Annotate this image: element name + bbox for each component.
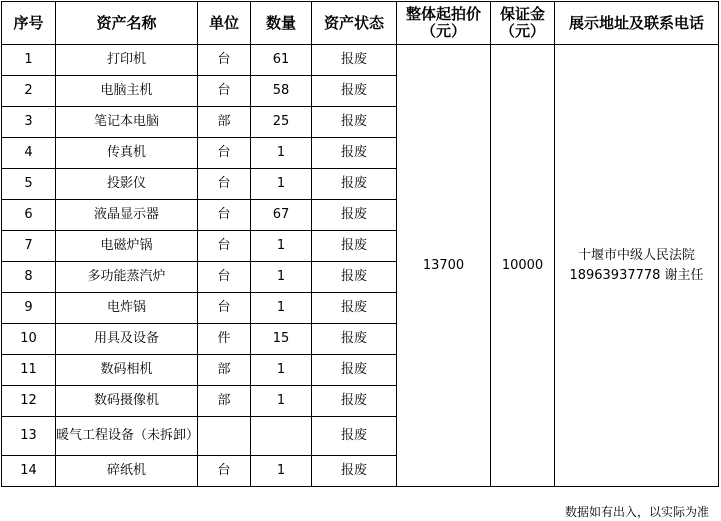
row-name: 传真机: [56, 138, 198, 169]
row-name: 笔记本电脑: [56, 107, 198, 138]
row-unit: 台: [198, 293, 251, 324]
row-index: 14: [2, 456, 56, 487]
row-status: 报废: [312, 386, 397, 417]
header-index: 序号: [2, 2, 56, 45]
row-name: 投影仪: [56, 169, 198, 200]
row-quantity: 1: [251, 262, 312, 293]
row-quantity: 1: [251, 456, 312, 487]
header-row: [2, 2, 719, 45]
row-status: 报废: [312, 138, 397, 169]
row-unit: [198, 417, 251, 456]
row-quantity: 15: [251, 324, 312, 355]
row-status: 报废: [312, 169, 397, 200]
row-status: 报废: [312, 262, 397, 293]
row-status: 报废: [312, 231, 397, 262]
header-unit: 单位: [198, 2, 251, 45]
row-name: 暖气工程设备（未拆卸）: [56, 417, 198, 456]
table-row: [2, 45, 719, 76]
deposit-cell: 10000: [491, 45, 555, 487]
header-contact: 展示地址及联系电话: [555, 2, 719, 45]
row-index: 1: [2, 45, 56, 76]
row-index: 2: [2, 76, 56, 107]
row-name: 用具及设备: [56, 324, 198, 355]
row-unit: 台: [198, 169, 251, 200]
row-status: 报废: [312, 417, 397, 456]
row-index: 3: [2, 107, 56, 138]
row-unit: 台: [198, 456, 251, 487]
row-name: 电脑主机: [56, 76, 198, 107]
row-status: 报废: [312, 45, 397, 76]
start-price-cell: 13700: [397, 45, 491, 487]
row-unit: 台: [198, 45, 251, 76]
row-unit: 部: [198, 386, 251, 417]
row-unit: 台: [198, 262, 251, 293]
row-status: 报废: [312, 293, 397, 324]
row-quantity: [251, 417, 312, 456]
header-status: 资产状态: [312, 2, 397, 45]
row-name: 液晶显示器: [56, 200, 198, 231]
row-index: 10: [2, 324, 56, 355]
row-index: 6: [2, 200, 56, 231]
row-quantity: 67: [251, 200, 312, 231]
row-name: 数码相机: [56, 355, 198, 386]
row-quantity: 25: [251, 107, 312, 138]
row-index: 4: [2, 138, 56, 169]
row-index: 7: [2, 231, 56, 262]
row-index: 13: [2, 417, 56, 456]
contact-phone: 18963937778 谢主任: [569, 267, 704, 283]
row-unit: 台: [198, 138, 251, 169]
row-index: 8: [2, 262, 56, 293]
footnote: 数据如有出入，以实际为准: [564, 505, 709, 519]
row-name: 电炸锅: [56, 293, 198, 324]
row-index: 9: [2, 293, 56, 324]
row-status: 报废: [312, 324, 397, 355]
row-quantity: 1: [251, 293, 312, 324]
row-unit: 件: [198, 324, 251, 355]
row-status: 报废: [312, 200, 397, 231]
row-name: 多功能蒸汽炉: [56, 262, 198, 293]
row-unit: 部: [198, 355, 251, 386]
row-status: 报废: [312, 107, 397, 138]
row-name: 打印机: [56, 45, 198, 76]
row-name: 数码摄像机: [56, 386, 198, 417]
row-index: 11: [2, 355, 56, 386]
row-status: 报废: [312, 355, 397, 386]
row-quantity: 58: [251, 76, 312, 107]
row-unit: 部: [198, 107, 251, 138]
contact-cell: [555, 45, 719, 487]
header-start-price: 整体起拍价（元）: [397, 2, 491, 45]
row-name: 电磁炉锅: [56, 231, 198, 262]
contact-address: 十堰市中级人民法院: [577, 247, 695, 263]
row-unit: 台: [198, 200, 251, 231]
row-index: 12: [2, 386, 56, 417]
row-quantity: 61: [251, 45, 312, 76]
row-name: 碎纸机: [56, 456, 198, 487]
row-status: 报废: [312, 456, 397, 487]
row-unit: 台: [198, 231, 251, 262]
header-name: 资产名称: [56, 2, 198, 45]
header-deposit: 保证金（元）: [491, 2, 555, 45]
row-quantity: 1: [251, 169, 312, 200]
header-quantity: 数量: [251, 2, 312, 45]
row-unit: 台: [198, 76, 251, 107]
asset-table: [1, 1, 719, 487]
row-quantity: 1: [251, 138, 312, 169]
row-index: 5: [2, 169, 56, 200]
row-quantity: 1: [251, 355, 312, 386]
row-quantity: 1: [251, 231, 312, 262]
row-status: 报废: [312, 76, 397, 107]
row-quantity: 1: [251, 386, 312, 417]
